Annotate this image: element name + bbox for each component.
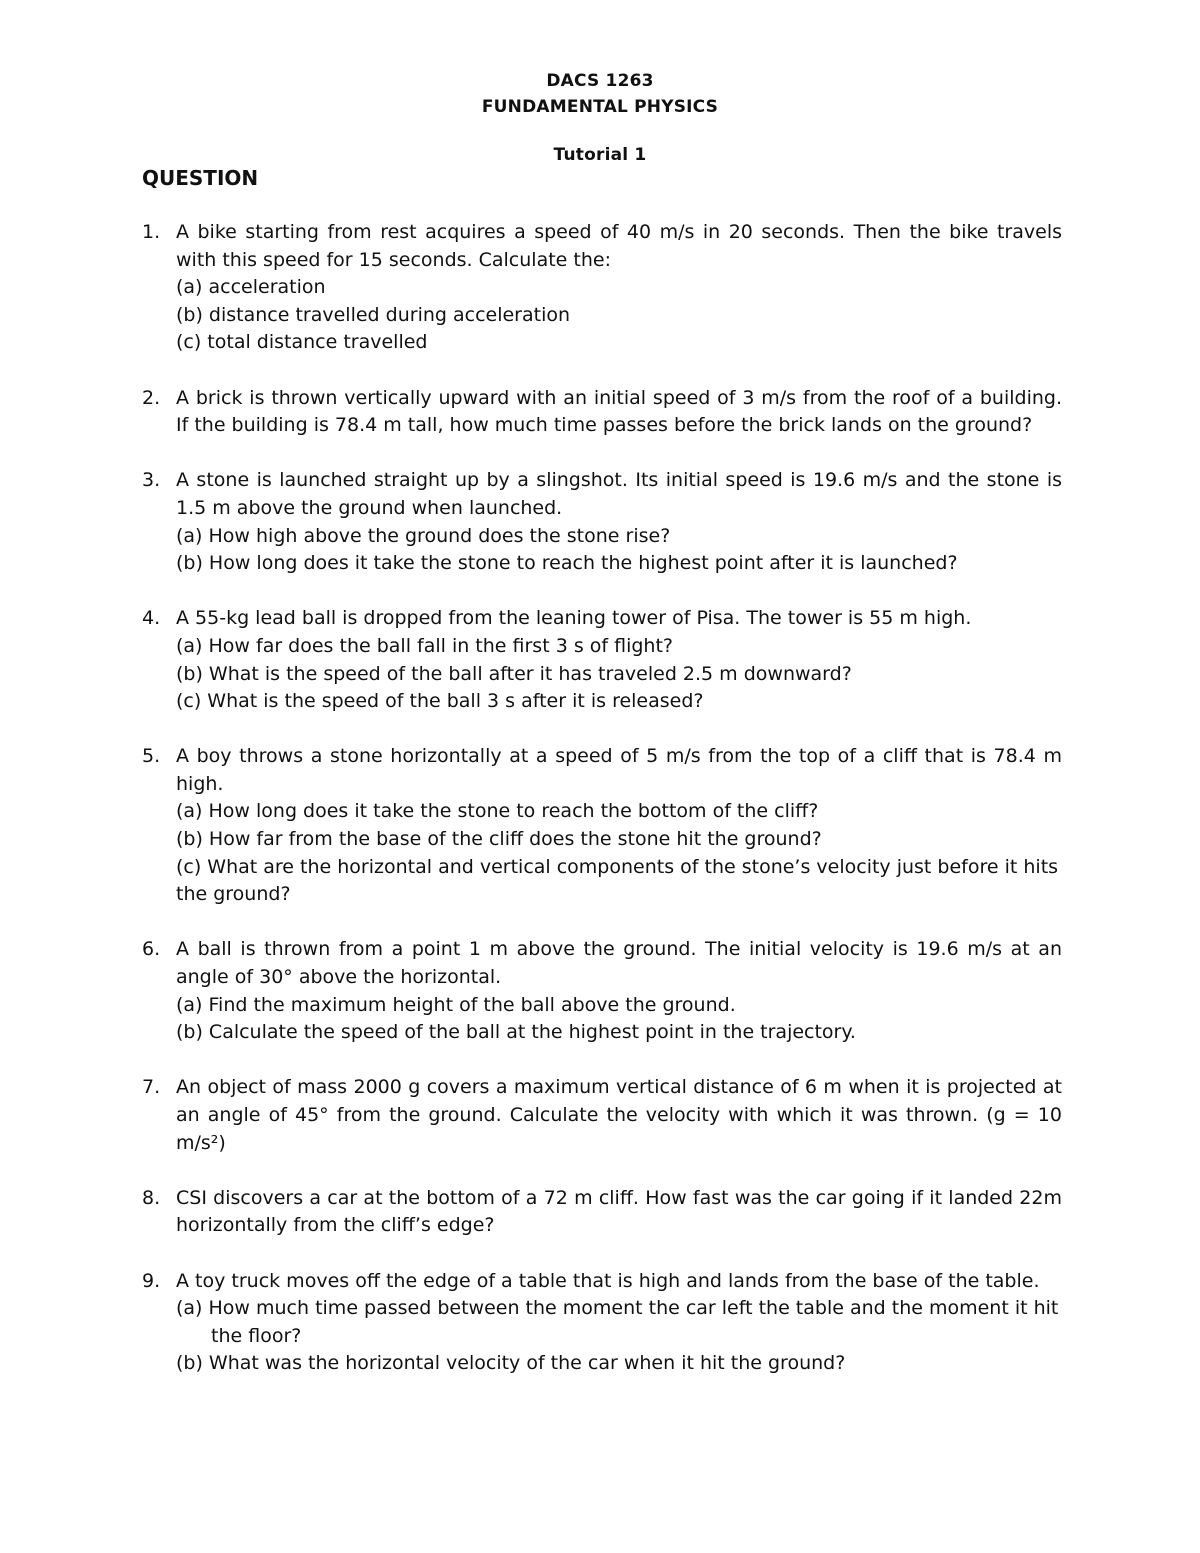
- question-7: [142, 1074, 1062, 1157]
- question-1: [142, 219, 1062, 357]
- question-part: (a) How far does the ball fall in the first 3 s of flight?: [176, 634, 673, 657]
- question-9: [142, 1268, 1062, 1378]
- question-text: A bike starting from rest acquires a speed of 40 m/s in 20 seconds. Then the bike travels with this speed for 15 seconds. Calculate the:: [176, 221, 1062, 271]
- question-number: 4.: [142, 607, 161, 630]
- question-5: [142, 743, 1062, 909]
- question-text: A boy throws a stone horizontally at a speed of 5 m/s from the top of a cliff that is 78.4 m high.: [176, 745, 1062, 795]
- question-part: (a) acceleration: [176, 276, 326, 299]
- question-number: 9.: [142, 1269, 161, 1292]
- question-4: [142, 605, 1062, 715]
- question-number: 2.: [142, 386, 161, 409]
- question-2: [142, 385, 1062, 440]
- question-part: (b) What was the horizontal velocity of the car when it hit the ground?: [176, 1352, 846, 1375]
- question-6: [142, 936, 1062, 1046]
- question-part: (b) Calculate the speed of the ball at the highest point in the trajectory.: [176, 1021, 856, 1044]
- question-part: (c) What are the horizontal and vertical components of the stone’s velocity just before it hits the ground?: [176, 855, 1059, 906]
- question-part: (b) What is the speed of the ball after it has traveled 2.5 m downward?: [176, 662, 852, 685]
- question-part: (c) total distance travelled: [176, 331, 428, 354]
- tutorial-title: Tutorial 1: [553, 145, 647, 165]
- course-code: DACS 1263: [546, 71, 654, 91]
- question-number: 7.: [142, 1076, 161, 1099]
- question-part: (a) How much time passed between the moment the car left the table and the moment it hit the floor?: [176, 1297, 1059, 1347]
- question-text: A brick is thrown vertically upward with an initial speed of 3 m/s from the roof of a building. If the building is 78.4 m tall, how much time passes before the brick lands on the ground?: [176, 386, 1062, 437]
- question-number: 8.: [142, 1186, 161, 1209]
- question-part: (b) distance travelled during acceleration: [176, 303, 571, 326]
- question-list: [142, 219, 1062, 1406]
- question-part: (b) How long does it take the stone to reach the highest point after it is launched?: [176, 552, 958, 575]
- question-text: A stone is launched straight up by a slingshot. Its initial speed is 19.6 m/s and the stone is 1.5 m above the ground when launched.: [176, 469, 1062, 519]
- question-part: (a) How high above the ground does the stone rise?: [176, 524, 671, 547]
- course-title: FUNDAMENTAL PHYSICS: [481, 97, 719, 117]
- question-8: [142, 1185, 1062, 1240]
- question-number: 1.: [142, 221, 161, 243]
- question-part: (a) How long does it take the stone to reach the bottom of the cliff?: [176, 800, 819, 823]
- question-text: An object of mass 2000 g covers a maximum vertical distance of 6 m when it is projected at an angle of 45° from the ground. Calculate the velocity with which it was thrown. (g = 10 m/s²): [176, 1076, 1062, 1154]
- question-number: 3.: [142, 469, 161, 492]
- question-text: A 55-kg lead ball is dropped from the leaning tower of Pisa. The tower is 55 m high.: [176, 607, 972, 630]
- question-number: 6.: [142, 938, 161, 961]
- question-text: A ball is thrown from a point 1 m above the ground. The initial velocity is 19.6 m/s at an angle of 30° above the horizontal.: [176, 938, 1062, 989]
- question-part: (a) Find the maximum height of the ball above the ground.: [176, 993, 736, 1016]
- question-text: A toy truck moves off the edge of a table that is high and lands from the base of the table.: [176, 1269, 1040, 1292]
- question-number: 5.: [142, 745, 161, 768]
- question-3: [142, 467, 1062, 577]
- question-part: (c) What is the speed of the ball 3 s after it is released?: [176, 690, 704, 713]
- question-part: (b) How far from the base of the cliff does the stone hit the ground?: [176, 828, 822, 851]
- section-heading: QUESTION: [142, 166, 259, 190]
- question-text: CSI discovers a car at the bottom of a 72 m cliff. How fast was the car going if it landed 22m horizontally from the cliff’s edge?: [176, 1186, 1062, 1237]
